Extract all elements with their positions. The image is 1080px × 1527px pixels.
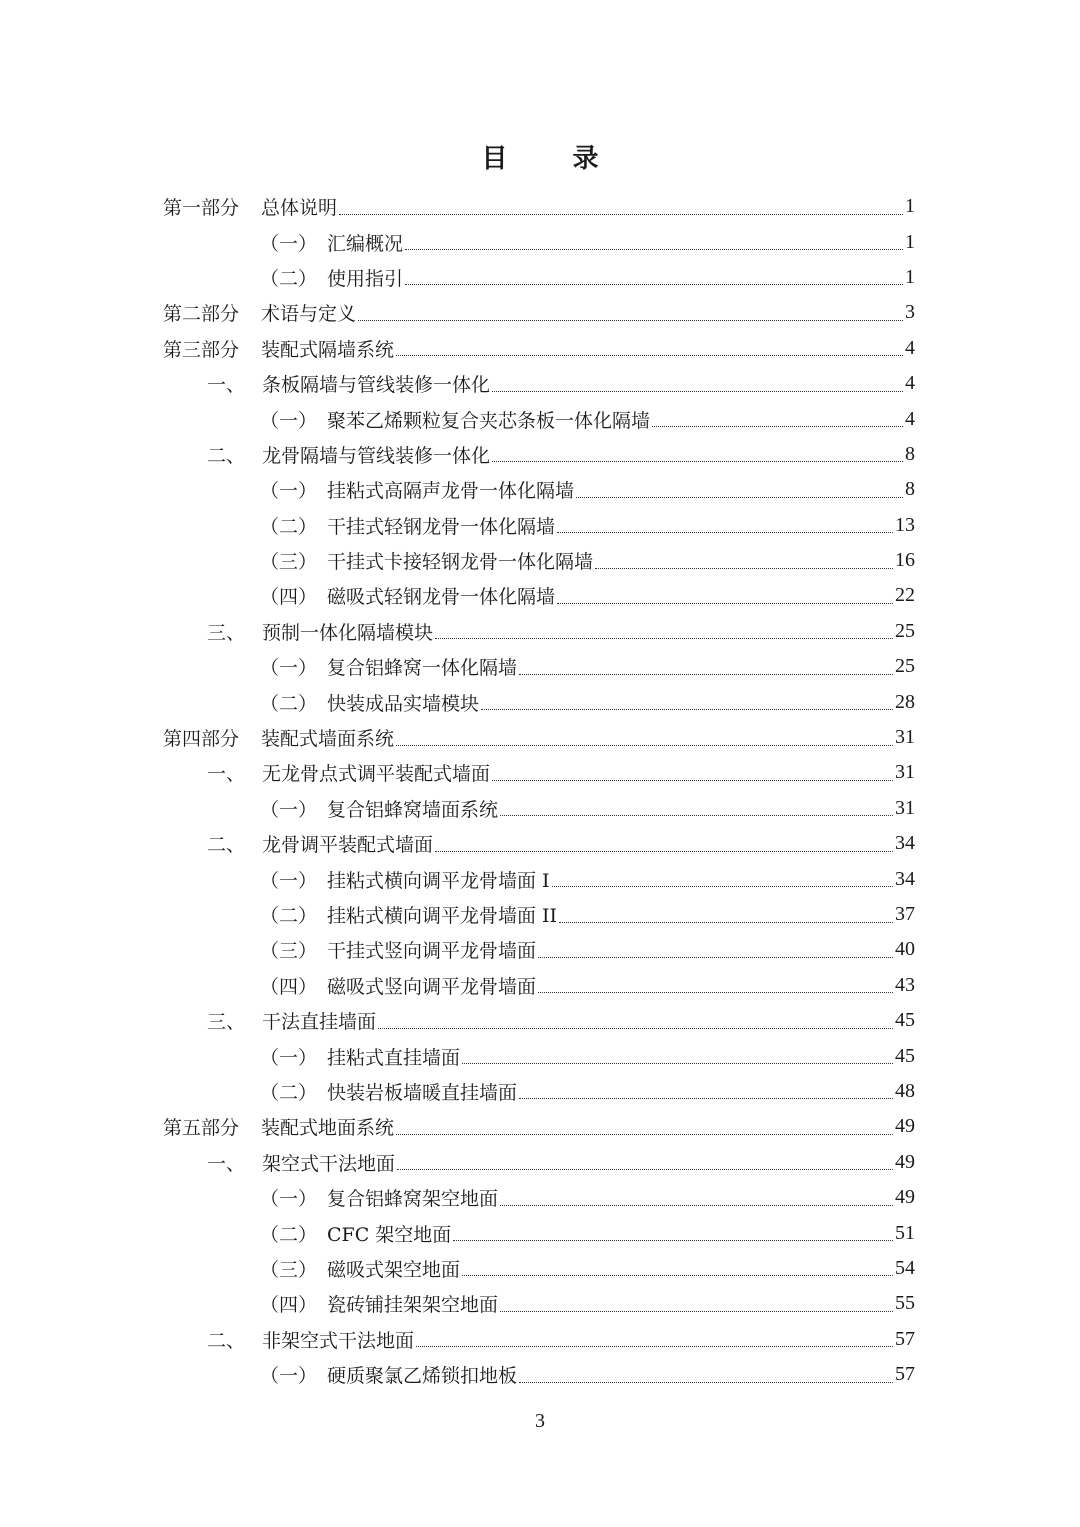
toc-entry-label: 挂粘式高隔声龙骨一体化隔墙 xyxy=(327,480,575,503)
toc-entry-page: 45 xyxy=(895,1009,915,1032)
toc-dot-leader xyxy=(462,1062,893,1064)
toc-entry-number: 一、 xyxy=(207,374,246,397)
table-of-contents xyxy=(0,189,1080,1392)
toc-entry-label: 装配式墙面系统 xyxy=(261,728,395,751)
toc-entry-page: 31 xyxy=(895,796,915,819)
toc-entry[interactable] xyxy=(0,826,1080,861)
toc-entry-number: （一） xyxy=(260,1188,318,1211)
toc-entry[interactable] xyxy=(0,968,1080,1003)
toc-entry-label: 总体说明 xyxy=(261,197,338,220)
toc-entry-label: 龙骨隔墙与管线装修一体化 xyxy=(262,444,491,467)
toc-entry-page: 8 xyxy=(905,442,915,465)
toc-entry[interactable] xyxy=(0,1215,1080,1250)
toc-entry[interactable] xyxy=(0,508,1080,543)
toc-entry-number: 第三部分 xyxy=(163,338,240,361)
toc-entry-number: 二、 xyxy=(207,1329,246,1352)
toc-entry-page: 22 xyxy=(895,584,915,607)
toc-entry-page: 55 xyxy=(895,1292,915,1315)
toc-entry[interactable] xyxy=(0,1180,1080,1215)
toc-entry-label: 挂粘式横向调平龙骨墙面 I xyxy=(327,869,550,892)
toc-dot-leader xyxy=(519,1381,893,1383)
toc-entry-page: 54 xyxy=(895,1256,915,1279)
toc-entry-label: 聚苯乙烯颗粒复合夹芯条板一体化隔墙 xyxy=(327,409,651,432)
toc-entry[interactable] xyxy=(0,1038,1080,1073)
toc-entry-label: 复合铝蜂窝墙面系统 xyxy=(327,798,499,821)
toc-entry-label: 装配式隔墙系统 xyxy=(261,338,395,361)
toc-entry[interactable] xyxy=(0,1003,1080,1038)
toc-entry-number: （三） xyxy=(260,551,318,574)
toc-entry-page: 57 xyxy=(895,1327,915,1350)
toc-entry-label: 装配式地面系统 xyxy=(261,1117,395,1140)
toc-entry-number: （四） xyxy=(260,975,318,998)
toc-entry-number: （二） xyxy=(260,1081,318,1104)
toc-entry-number: 第五部分 xyxy=(163,1117,240,1140)
toc-entry-page: 1 xyxy=(905,230,915,253)
toc-entry-label: CFC 架空地面 xyxy=(327,1223,452,1246)
toc-dot-leader xyxy=(435,850,893,852)
toc-entry-number: （二） xyxy=(260,515,318,538)
toc-dot-leader xyxy=(576,496,903,498)
toc-entry-page: 1 xyxy=(905,265,915,288)
toc-entry-label: 快装岩板墙暖直挂墙面 xyxy=(327,1081,518,1104)
toc-dot-leader xyxy=(652,425,903,427)
toc-entry-page: 43 xyxy=(895,973,915,996)
toc-dot-leader xyxy=(358,319,903,321)
toc-entry-label: 架空式干法地面 xyxy=(262,1152,396,1175)
toc-dot-leader xyxy=(462,1274,893,1276)
toc-entry[interactable] xyxy=(0,295,1080,330)
toc-dot-leader xyxy=(481,708,893,710)
toc-entry-number: （二） xyxy=(260,905,318,927)
toc-entry[interactable] xyxy=(0,472,1080,507)
toc-dot-leader xyxy=(435,637,893,639)
toc-entry[interactable] xyxy=(0,437,1080,472)
toc-entry-number: （一） xyxy=(260,798,318,821)
toc-entry-label: 挂粘式直挂墙面 xyxy=(327,1046,461,1069)
toc-entry-label: 挂粘式横向调平龙骨墙面 II xyxy=(327,905,558,927)
toc-dot-leader xyxy=(500,1204,893,1206)
toc-entry-page: 45 xyxy=(895,1044,915,1067)
toc-dot-leader xyxy=(339,213,903,215)
toc-entry-number: （三） xyxy=(260,940,318,963)
toc-dot-leader xyxy=(557,602,893,604)
toc-entry-number: 二、 xyxy=(207,444,246,467)
page-title: 目 录 xyxy=(481,144,627,174)
toc-entry-label: 干法直挂墙面 xyxy=(262,1011,377,1034)
toc-dot-leader xyxy=(595,567,893,569)
toc-entry[interactable] xyxy=(0,649,1080,684)
toc-entry[interactable] xyxy=(0,189,1080,224)
toc-entry-label: 干挂式轻钢龙骨一体化隔墙 xyxy=(327,515,556,538)
toc-entry-label: 磁吸式轻钢龙骨一体化隔墙 xyxy=(327,586,556,609)
toc-entry-page: 16 xyxy=(895,549,915,572)
toc-entry[interactable] xyxy=(0,260,1080,295)
toc-entry-label: 汇编概况 xyxy=(327,232,404,255)
toc-dot-leader xyxy=(492,779,893,781)
toc-entry[interactable] xyxy=(0,578,1080,613)
toc-dot-leader xyxy=(453,1239,893,1241)
toc-entry-label: 复合铝蜂窝一体化隔墙 xyxy=(327,657,518,680)
toc-dot-leader xyxy=(396,1133,893,1135)
toc-entry-number: 三、 xyxy=(207,1011,246,1034)
toc-entry[interactable] xyxy=(0,791,1080,826)
toc-entry-page: 25 xyxy=(895,655,915,678)
toc-entry-number: （三） xyxy=(260,1258,318,1281)
toc-entry-page: 40 xyxy=(895,938,915,961)
toc-entry[interactable] xyxy=(0,861,1080,896)
toc-entry-page: 4 xyxy=(905,336,915,359)
toc-dot-leader xyxy=(396,354,903,356)
toc-dot-leader xyxy=(538,956,893,958)
toc-dot-leader xyxy=(500,814,893,816)
toc-entry-number: 三、 xyxy=(207,621,246,644)
toc-dot-leader xyxy=(492,390,903,392)
toc-entry-number: 第一部分 xyxy=(163,197,240,220)
toc-entry-label: 非架空式干法地面 xyxy=(262,1329,415,1352)
toc-entry-page: 31 xyxy=(895,761,915,784)
toc-entry-page: 34 xyxy=(895,832,915,855)
toc-entry[interactable] xyxy=(0,401,1080,436)
toc-entry-number: （四） xyxy=(260,586,318,609)
toc-entry-page: 31 xyxy=(895,726,915,749)
toc-entry-page: 34 xyxy=(895,867,915,890)
toc-entry-page: 4 xyxy=(905,372,915,395)
toc-dot-leader xyxy=(396,744,893,746)
toc-entry-number: （二） xyxy=(260,1223,318,1246)
toc-entry-number: （二） xyxy=(260,692,318,715)
toc-entry[interactable] xyxy=(0,1251,1080,1286)
toc-entry-page: 25 xyxy=(895,619,915,642)
toc-entry[interactable] xyxy=(0,1109,1080,1144)
toc-entry-number: （一） xyxy=(260,657,318,680)
toc-entry[interactable] xyxy=(0,1322,1080,1357)
toc-dot-leader xyxy=(378,1027,893,1029)
toc-entry-number: 一、 xyxy=(207,763,246,786)
toc-entry-number: （一） xyxy=(260,480,318,503)
toc-entry[interactable] xyxy=(0,1074,1080,1109)
toc-entry-page: 57 xyxy=(895,1363,915,1386)
toc-entry-number: （四） xyxy=(260,1294,318,1317)
toc-entry-label: 硬质聚氯乙烯锁扣地板 xyxy=(327,1365,518,1388)
page-number: 3 xyxy=(535,1410,545,1432)
toc-dot-leader xyxy=(557,531,893,533)
toc-entry-number: 二、 xyxy=(207,834,246,857)
toc-entry[interactable] xyxy=(0,1286,1080,1321)
toc-dot-leader xyxy=(538,991,893,993)
toc-dot-leader xyxy=(405,283,903,285)
toc-entry[interactable] xyxy=(0,331,1080,366)
toc-entry[interactable] xyxy=(0,224,1080,259)
toc-dot-leader xyxy=(492,460,903,462)
toc-dot-leader xyxy=(552,885,893,887)
toc-entry-page: 51 xyxy=(895,1221,915,1244)
toc-dot-leader xyxy=(500,1310,893,1312)
toc-entry[interactable] xyxy=(0,932,1080,967)
toc-entry-label: 快装成品实墙模块 xyxy=(327,692,480,715)
toc-entry-label: 使用指引 xyxy=(327,267,404,290)
toc-entry-page: 37 xyxy=(895,903,915,925)
toc-entry-label: 磁吸式架空地面 xyxy=(327,1258,461,1281)
toc-entry[interactable] xyxy=(0,720,1080,755)
toc-entry[interactable] xyxy=(0,755,1080,790)
toc-entry[interactable] xyxy=(0,897,1080,932)
toc-entry-number: 第二部分 xyxy=(163,303,240,326)
toc-entry-label: 瓷砖铺挂架架空地面 xyxy=(327,1294,499,1317)
toc-entry-page: 49 xyxy=(895,1186,915,1209)
toc-entry-number: （一） xyxy=(260,409,318,432)
toc-entry-page: 28 xyxy=(895,690,915,713)
toc-entry[interactable] xyxy=(0,543,1080,578)
toc-entry-label: 复合铝蜂窝架空地面 xyxy=(327,1188,499,1211)
toc-dot-leader xyxy=(559,921,893,923)
toc-entry[interactable] xyxy=(0,684,1080,719)
toc-entry-number: 第四部分 xyxy=(163,728,240,751)
toc-entry-number: （二） xyxy=(260,267,318,290)
toc-entry-page: 49 xyxy=(895,1150,915,1173)
toc-dot-leader xyxy=(519,673,893,675)
toc-dot-leader xyxy=(519,1097,893,1099)
toc-entry-number: （一） xyxy=(260,1365,318,1388)
toc-dot-leader xyxy=(397,1168,893,1170)
toc-entry-label: 条板隔墙与管线装修一体化 xyxy=(262,374,491,397)
toc-entry-label: 龙骨调平装配式墙面 xyxy=(262,834,434,857)
toc-entry-page: 4 xyxy=(905,407,915,430)
toc-entry-page: 8 xyxy=(905,478,915,501)
toc-entry-label: 预制一体化隔墙模块 xyxy=(262,621,434,644)
toc-entry-label: 干挂式竖向调平龙骨墙面 xyxy=(327,940,537,963)
toc-entry-label: 无龙骨点式调平装配式墙面 xyxy=(262,763,491,786)
toc-entry-page: 3 xyxy=(905,301,915,324)
toc-dot-leader xyxy=(405,248,903,250)
toc-entry-page: 49 xyxy=(895,1115,915,1138)
toc-entry-number: 一、 xyxy=(207,1152,246,1175)
toc-dot-leader xyxy=(416,1345,893,1347)
toc-entry[interactable] xyxy=(0,366,1080,401)
toc-entry[interactable] xyxy=(0,1145,1080,1180)
toc-entry-number: （一） xyxy=(260,1046,318,1069)
toc-entry-label: 干挂式卡接轻钢龙骨一体化隔墙 xyxy=(327,551,594,574)
toc-entry-page: 13 xyxy=(895,513,915,536)
toc-entry-label: 磁吸式竖向调平龙骨墙面 xyxy=(327,975,537,998)
toc-entry-page: 1 xyxy=(905,195,915,218)
toc-entry[interactable] xyxy=(0,614,1080,649)
toc-entry[interactable] xyxy=(0,1357,1080,1392)
toc-entry-number: （一） xyxy=(260,232,318,255)
toc-entry-number: （一） xyxy=(260,869,318,892)
toc-entry-page: 48 xyxy=(895,1079,915,1102)
toc-entry-label: 术语与定义 xyxy=(261,303,357,326)
